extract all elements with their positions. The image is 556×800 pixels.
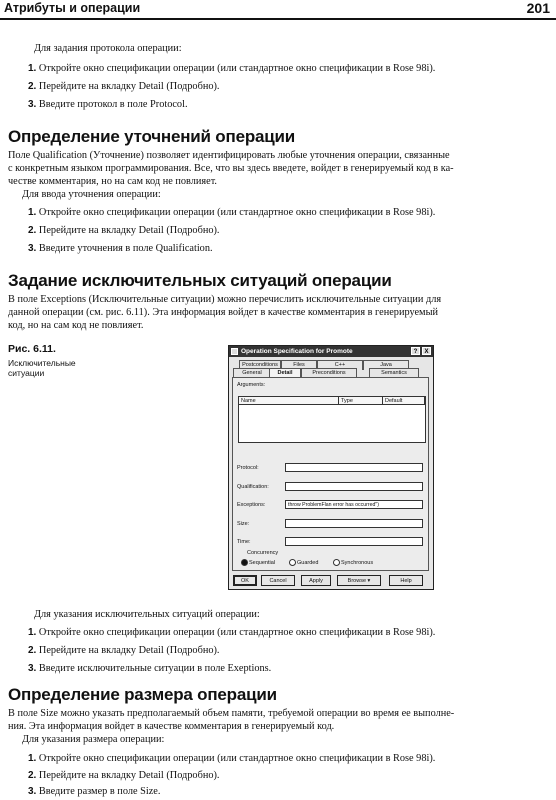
figure-caption-line: ситуации [8, 368, 45, 378]
radio-icon [289, 559, 296, 566]
ok-button[interactable]: OK [233, 575, 257, 586]
exceptions-intro: Для указания исключительных ситуаций операции: [34, 609, 260, 620]
list-item [28, 752, 435, 765]
exceptions-field[interactable]: throw ProblemFlan error has occurred") [285, 500, 423, 509]
paragraph-line: код, но на сам код не повлияет. [8, 320, 144, 331]
exceptions-label: Exceptions: [237, 502, 266, 508]
list-item [28, 769, 219, 782]
help-icon[interactable]: ? [411, 347, 420, 355]
tab-java[interactable]: Java [363, 360, 409, 370]
list-item [28, 80, 219, 93]
list-number: 1. [28, 207, 37, 218]
list-number: 3. [28, 663, 37, 674]
arguments-label: Arguments: [237, 382, 266, 388]
section-heading: Задание исключительных ситуаций операции [8, 271, 392, 290]
column-header-default[interactable]: Default [383, 397, 425, 405]
list-text: Перейдите на вкладку Detail (Подробно). [38, 81, 220, 92]
paragraph-line: В поле Exceptions (Исключительные ситуации) можно перечислить исключительные ситуации для [8, 294, 442, 305]
list-item [28, 662, 271, 675]
protocol-intro: Для задания протокола операции: [34, 43, 182, 54]
tab-general[interactable]: General [233, 368, 271, 378]
paragraph-line: Поле Qualification (Уточнение) позволяет идентифицировать любые уточнения операции, связанные [8, 150, 450, 161]
list-text: Перейдите на вкладку Detail (Подробно). [38, 770, 220, 781]
time-label: Time: [237, 539, 251, 545]
list-text: Откройте окно спецификации операции (или стандартное окно спецификации в Rose 98i). [38, 63, 436, 74]
browse-label: Browse [347, 578, 367, 584]
paragraph-line: ния. Эта информация войдет в качестве комментария в генерируемый код. [8, 721, 335, 732]
radio-icon [333, 559, 340, 566]
tab-detail[interactable]: Detail [269, 368, 301, 379]
list-number: 1. [28, 753, 37, 764]
paragraph-line: с конкретным языком программирования. Все, что вы здесь введете, войдет в генерируемый код в ка- [8, 163, 454, 174]
list-number: 2. [28, 81, 37, 92]
radio-label: Synchronous [341, 559, 374, 566]
list-number: 1. [28, 627, 37, 638]
list-text: Перейдите на вкладку Detail (Подробно). [38, 225, 220, 236]
qualification-field[interactable] [285, 482, 423, 491]
running-title: Атрибуты и операции [4, 1, 141, 15]
apply-button[interactable]: Apply [301, 575, 331, 586]
radio-selected-icon [241, 559, 248, 566]
tab-postconditions[interactable]: Postconditions [239, 360, 281, 370]
tab-files[interactable]: Files [281, 360, 317, 370]
qualification-label: Qualification: [237, 484, 269, 490]
protocol-label: Protocol: [237, 465, 259, 471]
radio-sequential[interactable] [241, 559, 275, 566]
column-header-type[interactable]: Type [339, 397, 383, 405]
header-rule [0, 18, 556, 20]
browse-button[interactable] [337, 575, 381, 586]
list-item [28, 98, 188, 111]
list-number: 2. [28, 770, 37, 781]
radio-guarded[interactable] [289, 559, 318, 566]
dialog-title: Operation Specification for Promote [241, 348, 353, 355]
size-intro: Для указания размера операции: [22, 734, 165, 745]
radio-label: Sequential [249, 559, 275, 566]
concurrency-label: Concurrency [247, 550, 279, 556]
detail-panel [232, 377, 429, 571]
list-number: 2. [28, 645, 37, 656]
tab-cpp[interactable]: C++ [317, 360, 363, 370]
list-text: Откройте окно спецификации операции (или стандартное окно спецификации в Rose 98i). [38, 207, 436, 218]
list-number: 1. [28, 63, 37, 74]
list-item [28, 62, 435, 75]
radio-synchronous[interactable] [333, 559, 373, 566]
chevron-down-icon: ▾ [367, 578, 371, 584]
paragraph-line: честве комментария, но на сам код не повлияет. [8, 176, 217, 187]
cancel-button[interactable]: Cancel [261, 575, 295, 586]
tab-semantics[interactable]: Semantics [369, 368, 419, 378]
radio-label: Guarded [297, 559, 319, 566]
dialog-title-bar [229, 346, 433, 357]
running-header [0, 0, 556, 18]
list-item [28, 242, 213, 255]
section-heading: Определение размера операции [8, 685, 277, 704]
list-item [28, 626, 435, 639]
list-item [28, 206, 435, 219]
list-item [28, 224, 219, 237]
qualification-intro: Для ввода уточнения операции: [22, 189, 161, 200]
list-number: 3. [28, 786, 37, 797]
list-text: Введите размер в поле Size. [38, 786, 161, 797]
arguments-table[interactable] [238, 396, 426, 443]
list-item [28, 644, 219, 657]
list-text: Перейдите на вкладку Detail (Подробно). [38, 645, 220, 656]
figure-caption [8, 343, 88, 378]
list-text: Откройте окно спецификации операции (или стандартное окно спецификации в Rose 98i). [38, 627, 436, 638]
list-number: 3. [28, 243, 37, 254]
list-item [28, 785, 160, 798]
paragraph-line: данной операции (см. рис. 6.11). Эта информация войдет в качестве комментария в генерируемый [8, 307, 438, 318]
list-number: 3. [28, 99, 37, 110]
section-heading: Определение уточнений операции [8, 127, 296, 146]
list-text: Откройте окно спецификации операции (или стандартное окно спецификации в Rose 98i). [38, 753, 436, 764]
list-text: Введите исключительные ситуации в поле Exeptions. [38, 663, 272, 674]
figure-label: Рис. 6.11. [8, 343, 56, 355]
close-icon[interactable]: X [422, 347, 431, 355]
list-text: Введите уточнения в поле Qualification. [38, 243, 213, 254]
page-number: 201 [526, 0, 550, 16]
protocol-field[interactable] [285, 463, 423, 472]
operation-specification-dialog [228, 345, 434, 590]
list-number: 2. [28, 225, 37, 236]
figure-caption-line: Исключительные [8, 358, 76, 368]
size-field[interactable] [285, 519, 423, 528]
time-field[interactable] [285, 537, 423, 546]
help-button[interactable]: Help [389, 575, 423, 586]
tab-preconditions[interactable]: Preconditions [301, 368, 357, 378]
list-text: Введите протокол в поле Protocol. [38, 99, 188, 110]
size-label: Size: [237, 521, 250, 527]
paragraph-line: В поле Size можно указать предполагаемый объем памяти, требуемой операции во время ее выполне- [8, 708, 455, 719]
column-header-name[interactable]: Name [239, 397, 339, 405]
window-icon [231, 348, 238, 355]
